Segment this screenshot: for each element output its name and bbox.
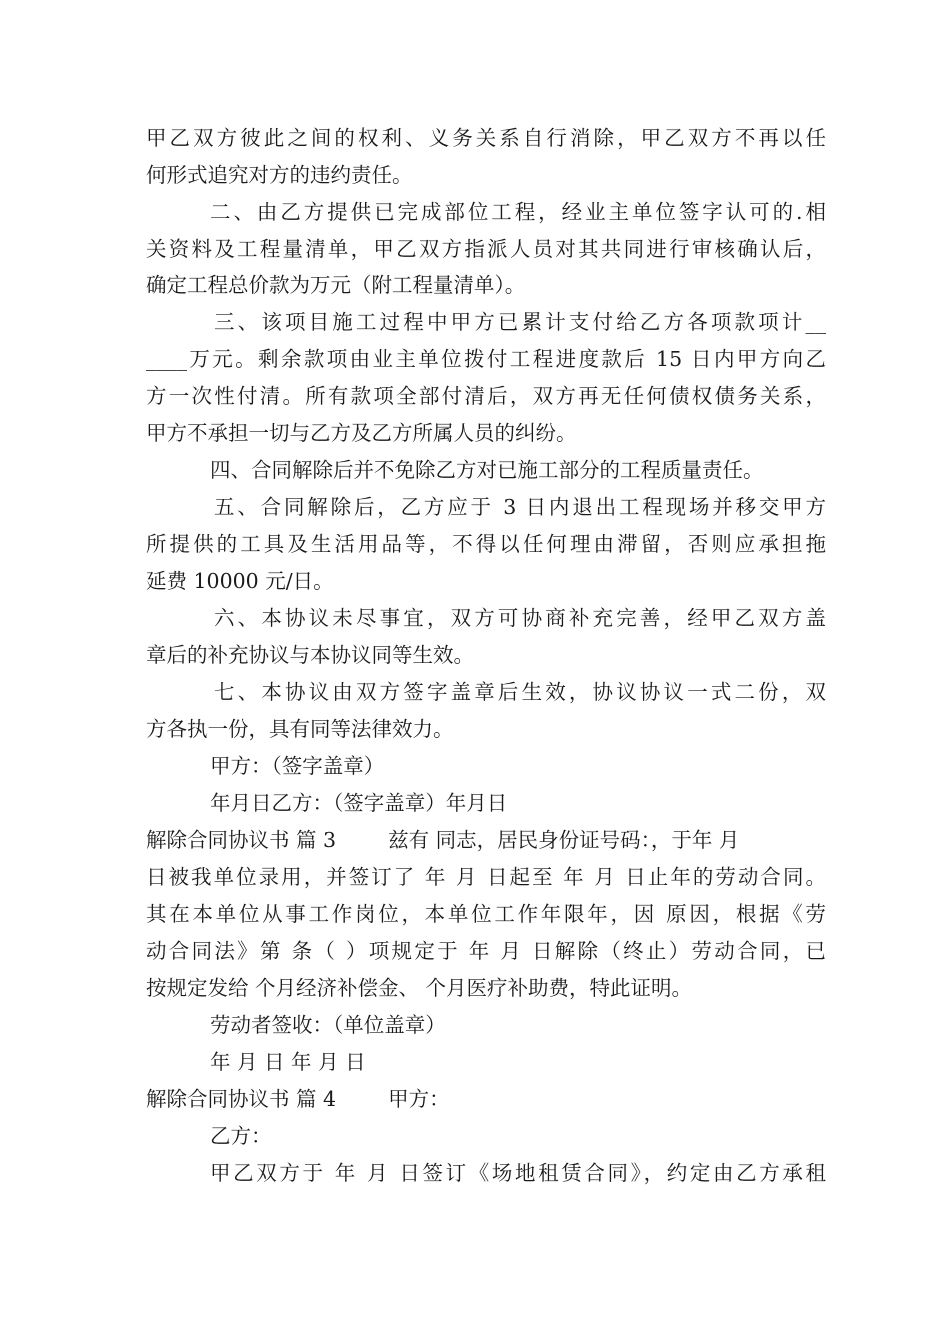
- clause-2-line-3: 确定工程总价款为万元（附工程量清单）。: [146, 273, 526, 297]
- clause-5-line-3: 延费 10000 元/日。: [146, 569, 334, 593]
- clause-7-line-1: 七、本协议由双方签字盖章后生效，协议协议一式二份，双: [214, 680, 826, 704]
- clause-2-line-1: 二、由乙方提供已完成部位工程，经业主单位签字认可的.相: [210, 200, 826, 224]
- text-line-2: 何形式追究对方的违约责任。: [146, 163, 413, 187]
- party-a-signature: 甲方：（签字盖章）: [210, 754, 385, 778]
- section-3-heading: 解除合同协议书 篇 3: [146, 828, 337, 852]
- section-4-heading: 解除合同协议书 篇 4: [146, 1087, 337, 1111]
- section-3-line-3: 其在本单位从事工作岗位，本单位工作年限年，因 原因，根据《劳: [146, 902, 826, 926]
- clause-6-line-1: 六、本协议未尽事宜，双方可协商补充完善，经甲乙双方盖: [214, 606, 826, 630]
- clause-3-line-1: 三、该项目施工过程中甲方已累计支付给乙方各项款项计__: [214, 310, 826, 334]
- clause-5-line-2: 所提供的工具及生活用品等，不得以任何理由滞留，否则应承担拖: [146, 532, 826, 556]
- clause-5-line-1: 五、合同解除后，乙方应于 3 日内退出工程现场并移交甲方: [214, 495, 826, 519]
- section-4-first-line: [146, 1082, 826, 1116]
- clause-2-line-2: 关资料及工程量清单，甲乙双方指派人员对其共同进行审核确认后，: [146, 237, 826, 261]
- section-3-intro: 兹有 同志，居民身份证号码：，于年 月: [388, 828, 740, 852]
- clause-7-line-2: 方各执一份，具有同等法律效力。: [146, 717, 454, 741]
- section-3-first-line: [146, 823, 826, 857]
- section-4-party-a: 甲方：: [388, 1087, 450, 1111]
- worker-signature: 劳动者签收：（单位盖章）: [210, 1013, 446, 1037]
- section-3-line-2: 日被我单位录用，并签订了 年 月 日起至 年 月 日止年的劳动合同。: [146, 865, 826, 889]
- clause-3-line-3: 方一次性付清。所有款项全部付清后，双方再无任何债权债务关系，: [146, 384, 826, 408]
- clause-6-line-2: 章后的补充协议与本协议同等生效。: [146, 643, 474, 667]
- section-4-line-3: 甲乙双方于 年 月 日签订《场地租赁合同》，约定由乙方承租: [210, 1161, 826, 1185]
- clause-4-line-1: 四、合同解除后并不免除乙方对已施工部分的工程质量责任。: [210, 458, 764, 482]
- clause-3-line-4: 甲方不承担一切与乙方及乙方所属人员的纠纷。: [146, 421, 577, 445]
- section-3-line-5: 按规定发给 个月经济补偿金、 个月医疗补助费，特此证明。: [146, 976, 693, 1000]
- section-4-party-b: 乙方：: [210, 1124, 272, 1148]
- clause-3-line-2: ____万元。剩余款项由业主单位拨付工程进度款后 15 日内甲方向乙: [146, 347, 826, 371]
- date-party-b-signature: 年月日乙方：（签字盖章）年月日: [210, 791, 508, 815]
- signature-dates: 年 月 日 年 月 日: [210, 1050, 366, 1074]
- section-3-line-4: 动合同法》第 条（ ）项规定于 年 月 日解除（终止）劳动合同，已: [146, 939, 826, 963]
- text-line-1: 甲乙双方彼此之间的权利、义务关系自行消除，甲乙双方不再以任: [146, 126, 826, 150]
